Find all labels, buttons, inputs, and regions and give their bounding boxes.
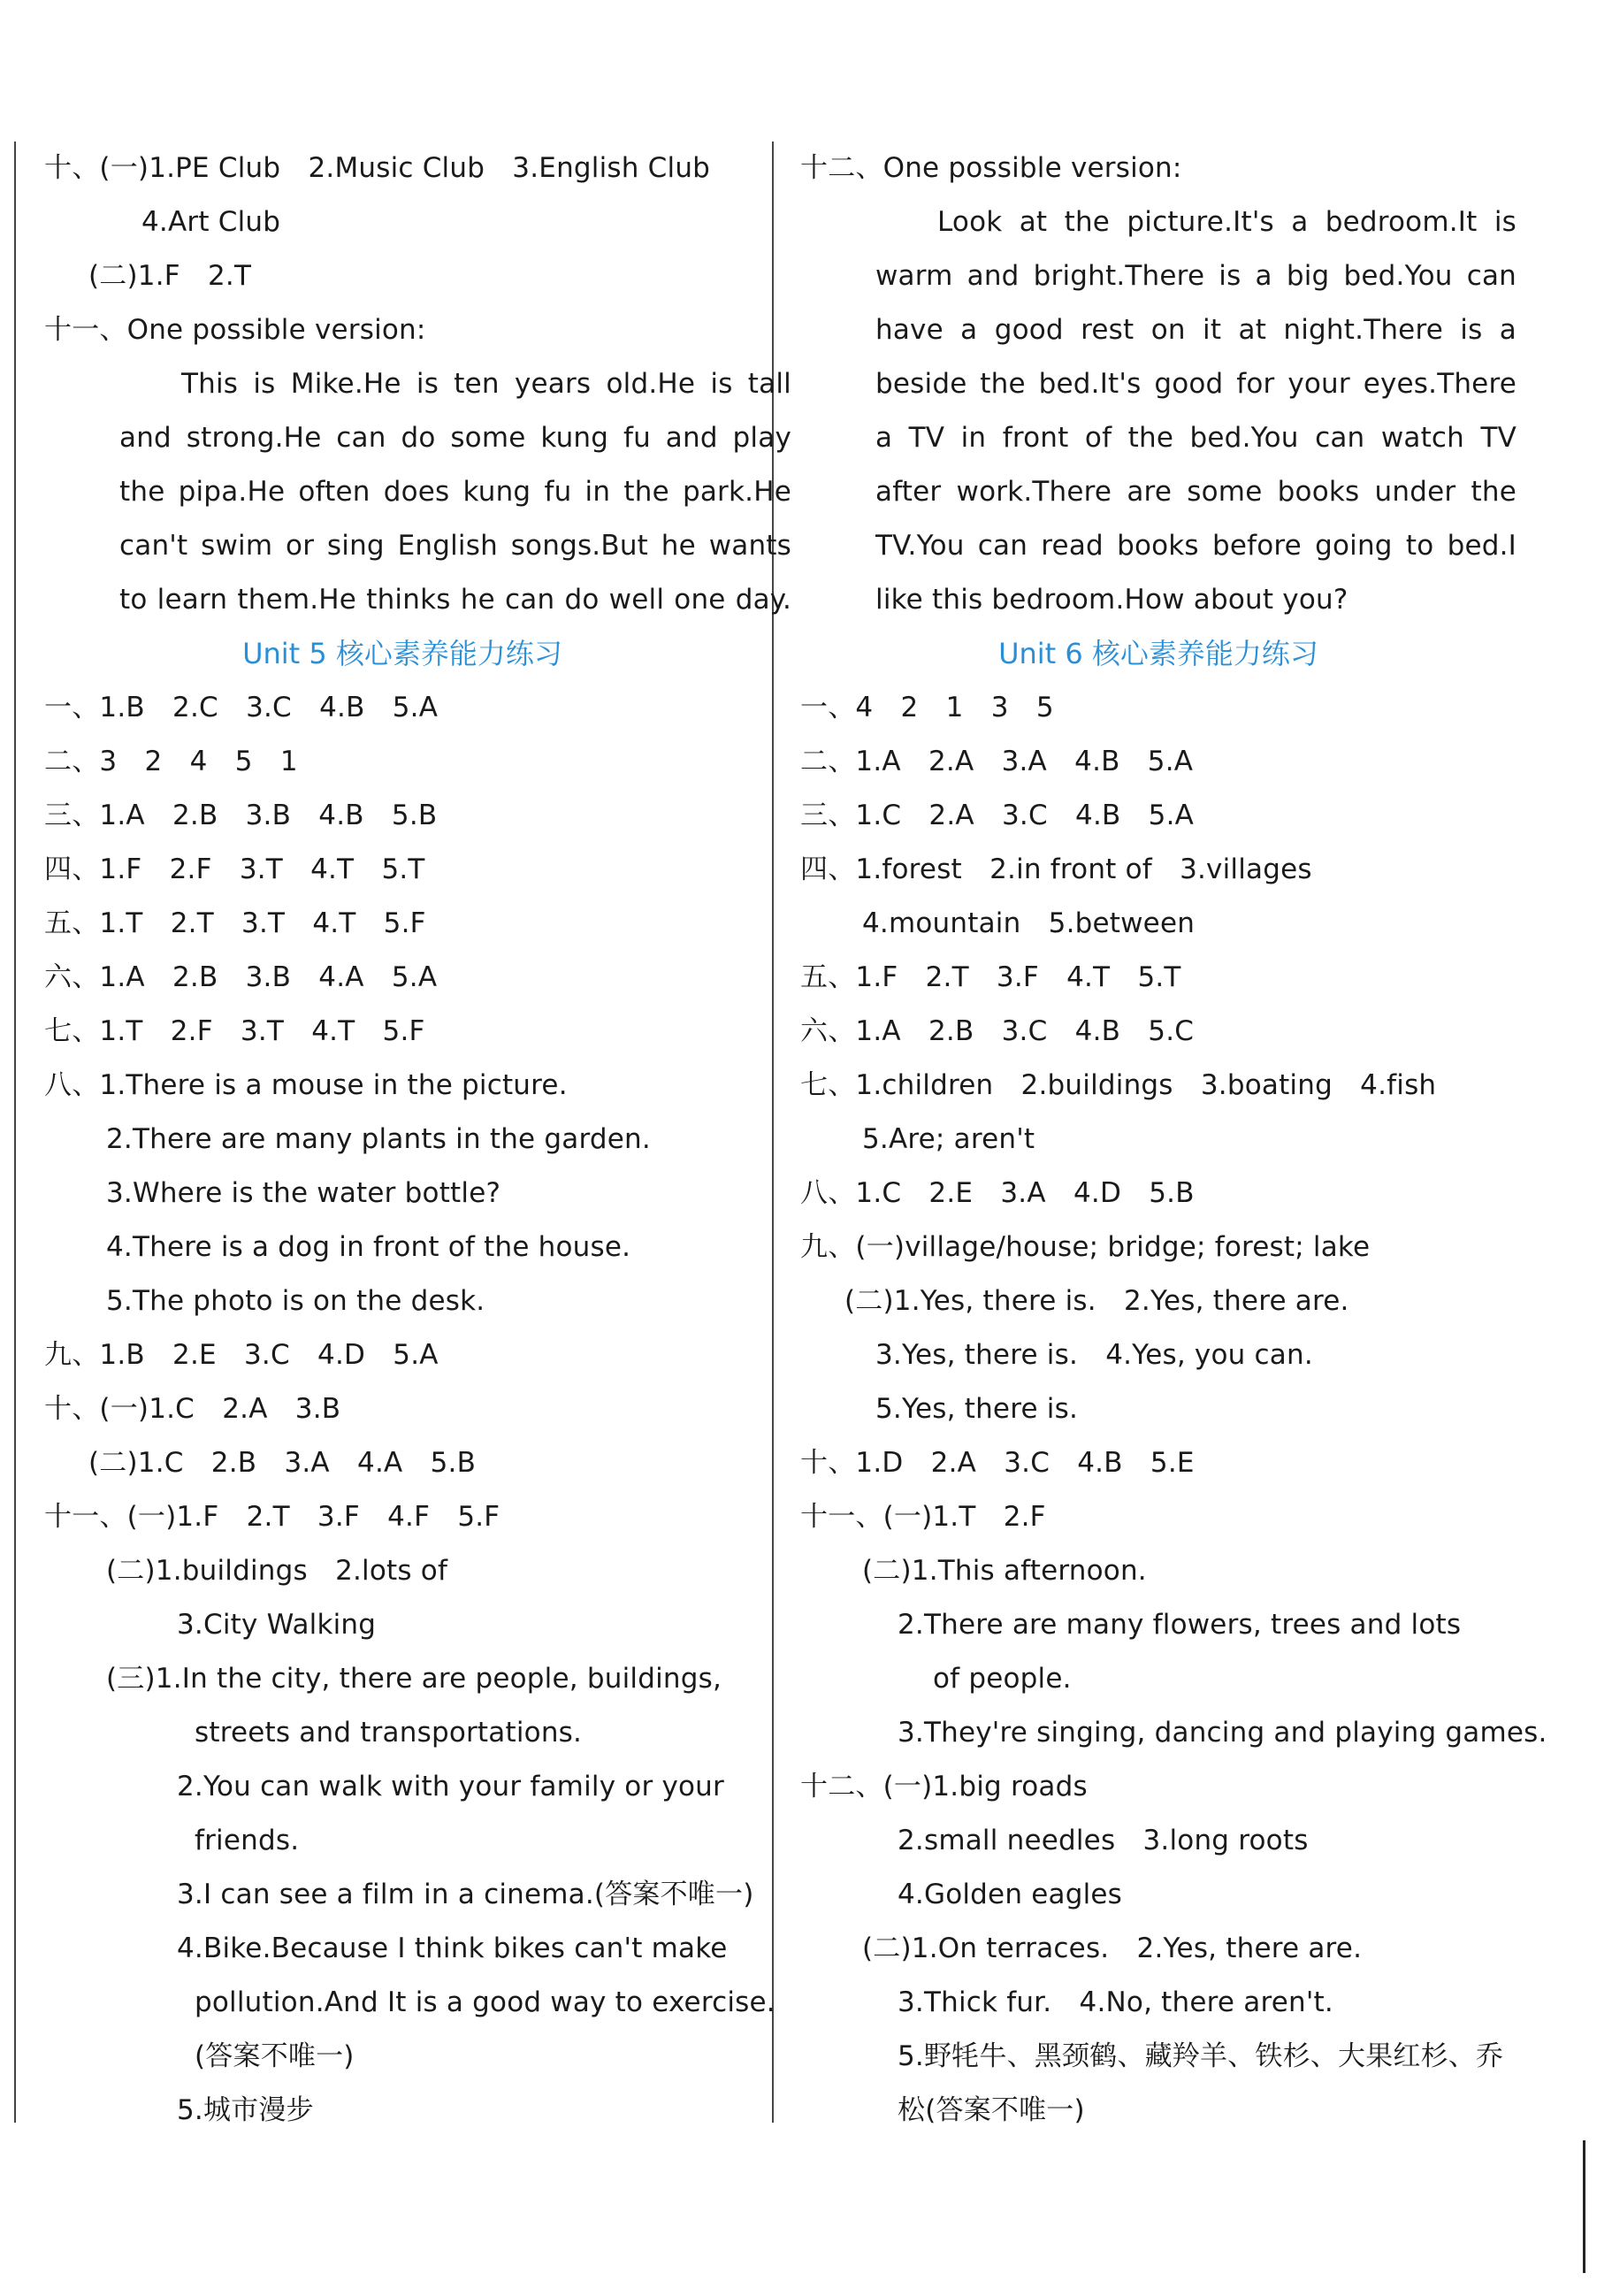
answer-line: 4.mountain 5.between <box>862 907 1196 939</box>
answer-line: 5.Yes, there is. <box>875 1393 1079 1425</box>
answer-line: 三、1.A 2.B 3.B 4.B 5.B <box>44 800 438 831</box>
answer-line: (二)1.On terraces. 2.Yes, there are. <box>862 1932 1363 1964</box>
answer-line: 七、1.T 2.F 3.T 4.T 5.F <box>44 1015 425 1047</box>
unit-6-title: Unit 6 核心素养能力练习 <box>998 637 1318 670</box>
answer-line: 十二、One possible version: <box>800 152 1182 184</box>
answer-line: of people. <box>933 1663 1072 1695</box>
answer-line: 3.They're singing, dancing and playing games. <box>898 1717 1547 1749</box>
answer-line: 十、(一)1.C 2.A 3.B <box>44 1393 341 1425</box>
answer-line: (二)1.Yes, there is. 2.Yes, there are. <box>844 1285 1349 1317</box>
answer-line: (三)1.In the city, there are people, buildings, <box>106 1663 722 1695</box>
answer-line: 3.Yes, there is. 4.Yes, you can. <box>875 1339 1313 1371</box>
answer-line: 2.There are many plants in the garden. <box>106 1123 651 1155</box>
answer-line: 六、1.A 2.B 3.B 4.A 5.A <box>44 961 438 993</box>
answer-line: 十、1.D 2.A 3.C 4.B 5.E <box>800 1447 1195 1479</box>
answer-line: 2.You can walk with your family or your <box>177 1771 724 1802</box>
answer-line: (二)1.F 2.T <box>88 260 252 292</box>
essay-line: can't swim or sing English songs.But he wants <box>119 530 791 562</box>
answer-line: 十、(一)1.PE Club 2.Music Club 3.English Club <box>44 152 711 184</box>
answer-line: 二、3 2 4 5 1 <box>44 746 298 777</box>
answer-line: 十一、(一)1.T 2.F <box>800 1501 1046 1533</box>
answer-line: 4.Golden eagles <box>898 1879 1123 1910</box>
answer-line: 九、1.B 2.E 3.C 4.D 5.A <box>44 1339 439 1371</box>
answer-line: 四、1.forest 2.in front of 3.villages <box>800 853 1312 885</box>
essay-line: warm and bright.There is a big bed.You can <box>875 260 1517 292</box>
essay-line: This is Mike.He is ten years old.He is tall <box>181 368 791 400</box>
essay-paragraph <box>44 357 791 627</box>
answer-line: 5.Are; aren't <box>862 1123 1035 1155</box>
answer-line: 八、1.C 2.E 3.A 4.D 5.B <box>800 1177 1195 1209</box>
answer-line: 4.Art Club <box>141 206 281 238</box>
answer-line: 3.City Walking <box>177 1609 377 1641</box>
answer-line: 3.Thick fur. 4.No, there aren't. <box>898 1986 1333 2018</box>
answer-line: 五、1.T 2.T 3.T 4.T 5.F <box>44 907 426 939</box>
answer-line: streets and transportations. <box>195 1717 583 1749</box>
essay-line: Look at the picture.It's a bedroom.It is <box>937 206 1517 238</box>
essay-line: a TV in front of the bed.You can watch TV <box>875 422 1517 454</box>
answer-line: 七、1.children 2.buildings 3.boating 4.fish <box>800 1069 1437 1101</box>
essay-line: have a good rest on it at night.There is a <box>875 314 1517 346</box>
answer-line: 2.There are many flowers, trees and lots <box>898 1609 1462 1641</box>
answer-line: 六、1.A 2.B 3.C 4.B 5.C <box>800 1015 1195 1047</box>
answer-line: 三、1.C 2.A 3.C 4.B 5.A <box>800 800 1195 831</box>
right-column <box>800 142 1547 2138</box>
answer-line: 一、4 2 1 3 5 <box>800 692 1054 723</box>
answer-line: 3.Where is the water bottle? <box>106 1177 501 1209</box>
essay-line: TV.You can read books before going to bed.I <box>875 530 1517 562</box>
answer-line: 四、1.F 2.F 3.T 4.T 5.T <box>44 853 425 885</box>
answer-line: 4.There is a dog in front of the house. <box>106 1231 631 1263</box>
answer-line: 九、(一)village/house; bridge; forest; lake <box>800 1231 1371 1263</box>
answer-line: 二、1.A 2.A 3.A 4.B 5.A <box>800 746 1194 777</box>
answer-line: (二)1.This afternoon. <box>862 1555 1147 1587</box>
essay-line: like this bedroom.How about you? <box>875 584 1348 616</box>
answer-line: 十一、One possible version: <box>44 314 426 346</box>
answer-line: 5.野牦牛、黑颈鹤、藏羚羊、铁杉、大果红杉、乔 <box>898 2040 1504 2072</box>
essay-line: and strong.He can do some kung fu and play <box>119 422 791 454</box>
left-column <box>44 142 791 2138</box>
answer-line: 5.The photo is on the desk. <box>106 1285 485 1317</box>
answer-line: 松(答案不唯一) <box>898 2094 1085 2126</box>
answer-line: 5.城市漫步 <box>177 2094 314 2126</box>
answer-line: 4.Bike.Because I think bikes can't make <box>177 1932 728 1964</box>
essay-line: the pipa.He often does kung fu in the park.He <box>119 476 791 508</box>
essay-line: to learn them.He thinks he can do well one day. <box>119 584 791 616</box>
answer-line: (二)1.buildings 2.lots of <box>106 1555 448 1587</box>
answer-line: friends. <box>195 1825 300 1856</box>
essay-line: beside the bed.It's good for your eyes.There <box>875 368 1517 400</box>
answer-line: 2.small needles 3.long roots <box>898 1825 1309 1856</box>
essay-paragraph <box>800 195 1517 627</box>
answer-line: 十二、(一)1.big roads <box>800 1771 1088 1802</box>
answer-line: (答案不唯一) <box>195 2040 355 2072</box>
right-edge-mark <box>1583 2140 1585 2273</box>
essay-line: after work.There are some books under the <box>875 476 1517 508</box>
answer-line: pollution.And It is a good way to exercise. <box>195 1986 775 2018</box>
answer-line: (二)1.C 2.B 3.A 4.A 5.B <box>88 1447 477 1479</box>
answer-line: 3.I can see a film in a cinema.(答案不唯一) <box>177 1879 754 1910</box>
answer-line: 五、1.F 2.T 3.F 4.T 5.T <box>800 961 1181 993</box>
answer-line: 十一、(一)1.F 2.T 3.F 4.F 5.F <box>44 1501 500 1533</box>
unit-5-title: Unit 5 核心素养能力练习 <box>242 637 562 670</box>
answer-line: 一、1.B 2.C 3.C 4.B 5.A <box>44 692 439 723</box>
answer-line: 八、1.There is a mouse in the picture. <box>44 1069 568 1101</box>
left-margin-rule <box>14 142 16 2123</box>
